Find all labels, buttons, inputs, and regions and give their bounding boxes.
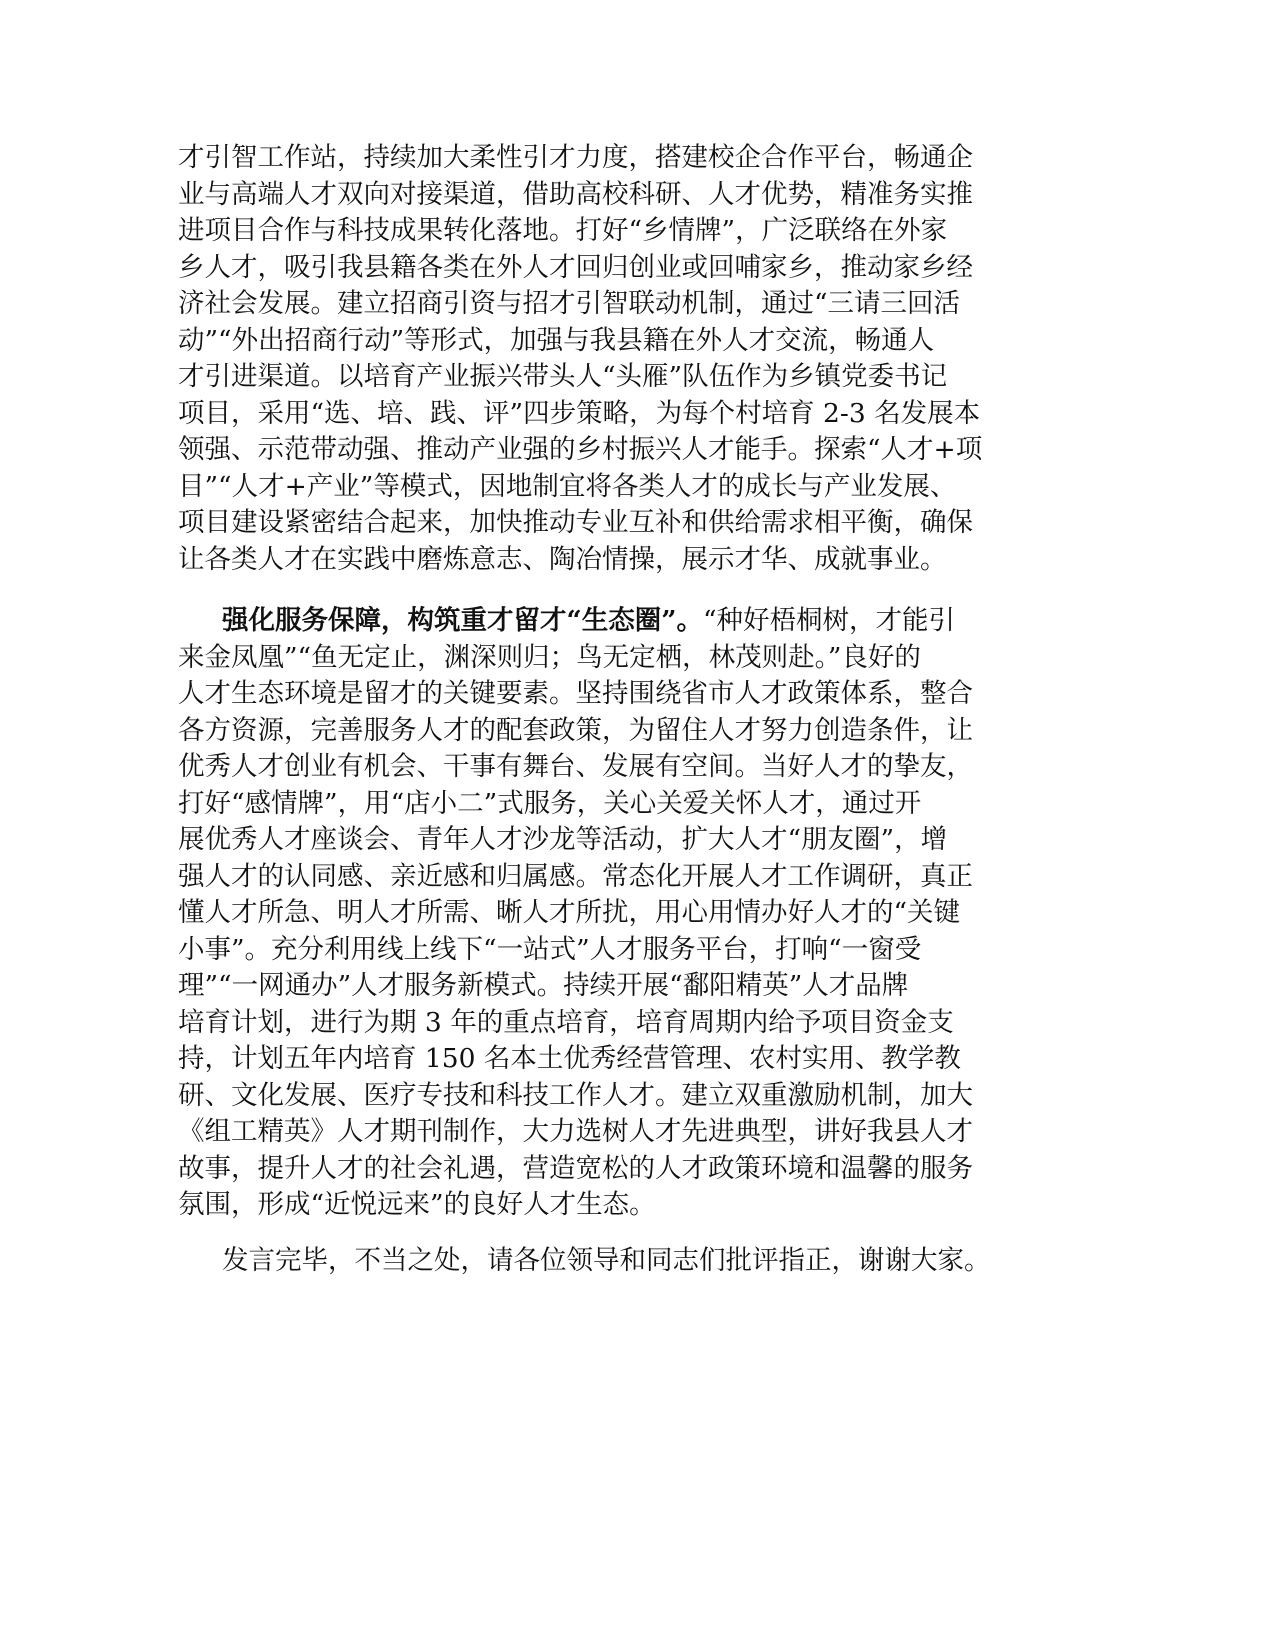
- text-line: 强人才的认同感、亲近感和归属感。常态化开展人才工作调研，真正: [178, 860, 973, 892]
- text-line: 才引智工作站，持续加大柔性引才力度，搭建校企合作平台，畅通企: [178, 142, 973, 173]
- text-line: 人才生态环境是留才的关键要素。坚持围绕省市人才政策体系，整合: [178, 678, 973, 709]
- text-line: 展优秀人才座谈会、青年人才沙龙等活动，扩大人才“朋友圈”，增: [178, 824, 948, 855]
- section-heading: 强化服务保障，构筑重才留才“生态圈”。: [222, 605, 703, 636]
- text-line: 优秀人才创业有机会、干事有舞台、发展有空间。当好人才的挚友，: [178, 751, 973, 782]
- closing-line: 发言完毕，不当之处，请各位领导和同志们批评指正，谢谢大家。: [222, 1245, 991, 1276]
- text-line: 项目建设紧密结合起来，加快推动专业互补和供给需求相平衡，确保: [178, 507, 973, 538]
- text-line: 小事”。充分利用线上线下“一站式”人才服务平台，打响“一窗受: [178, 933, 922, 965]
- text-line: 济社会发展。建立招商引资与招才引智联动机制，通过“三请三回活: [178, 288, 961, 319]
- text-line: 各方资源，完善服务人才的配套政策，为留住人才努力创造条件，让: [178, 714, 973, 746]
- text-line: 目”“人才+产业”等模式，因地制宜将各类人才的成长与产业发展、: [178, 470, 957, 502]
- text-line: 氛围，形成“近悦远来”的良好人才生态。: [178, 1189, 656, 1220]
- text-line: 懂人才所急、明人才所需、晰人才所扰，用心用情办好人才的“关键: [178, 897, 961, 928]
- text-line: 项目，采用“选、培、践、评”四步策略，为每个村培育 2-3 名发展本: [178, 397, 981, 429]
- text-line: 进项目合作与科技成果转化落地。打好“乡情牌”，广泛联络在外家: [178, 215, 948, 246]
- first-line-text: “种好梧桐树，才能引: [703, 605, 956, 636]
- text-line: 持，计划五年内培育 150 名本土优秀经营管理、农村实用、教学教: [178, 1043, 961, 1074]
- text-line: 来金凤凰”“鱼无定止，渊深则归；鸟无定栖，林茂则赴。”良好的: [178, 641, 921, 673]
- text-line: 理”“一网通办”人才服务新模式。持续开展“鄱阳精英”人才品牌: [178, 970, 909, 1001]
- text-line: 打好“感情牌”，用“店小二”式服务，关心关爱关怀人才，通过开: [178, 787, 922, 819]
- text-line: 研、文化发展、医疗专技和科技工作人才。建立双重激励机制，加大: [178, 1079, 973, 1111]
- text-line: 故事，提升人才的社会礼遇，营造宽松的人才政策环境和温馨的服务: [178, 1152, 973, 1184]
- text-line: 才引进渠道。以培育产业振兴带头人“头雁”队伍作为乡镇党委书记: [178, 361, 948, 392]
- text-line: 领强、示范带动强、推动产业强的乡村振兴人才能手。探索“人才+项: [178, 434, 983, 465]
- text-line: 动”“外出招商行动”等形式，加强与我县籍在外人才交流，畅通人: [178, 324, 935, 356]
- text-line: 培育计划，进行为期 3 年的重点培育，培育周期内给予项目资金支: [178, 1006, 954, 1038]
- text-line: 让各类人才在实践中磨炼意志、陶冶情操，展示才华、成就事业。: [178, 543, 947, 575]
- text-line: 《组工精英》人才期刊制作，大力选树人才先进典型，讲好我县人才: [178, 1116, 973, 1147]
- text-line: 乡人才，吸引我县籍各类在外人才回归创业或回哺家乡，推动家乡经: [178, 251, 973, 283]
- text-line: 业与高端人才双向对接渠道，借助高校科研、人才优势，精准务实推: [178, 178, 973, 210]
- first-line: [222, 603, 955, 638]
